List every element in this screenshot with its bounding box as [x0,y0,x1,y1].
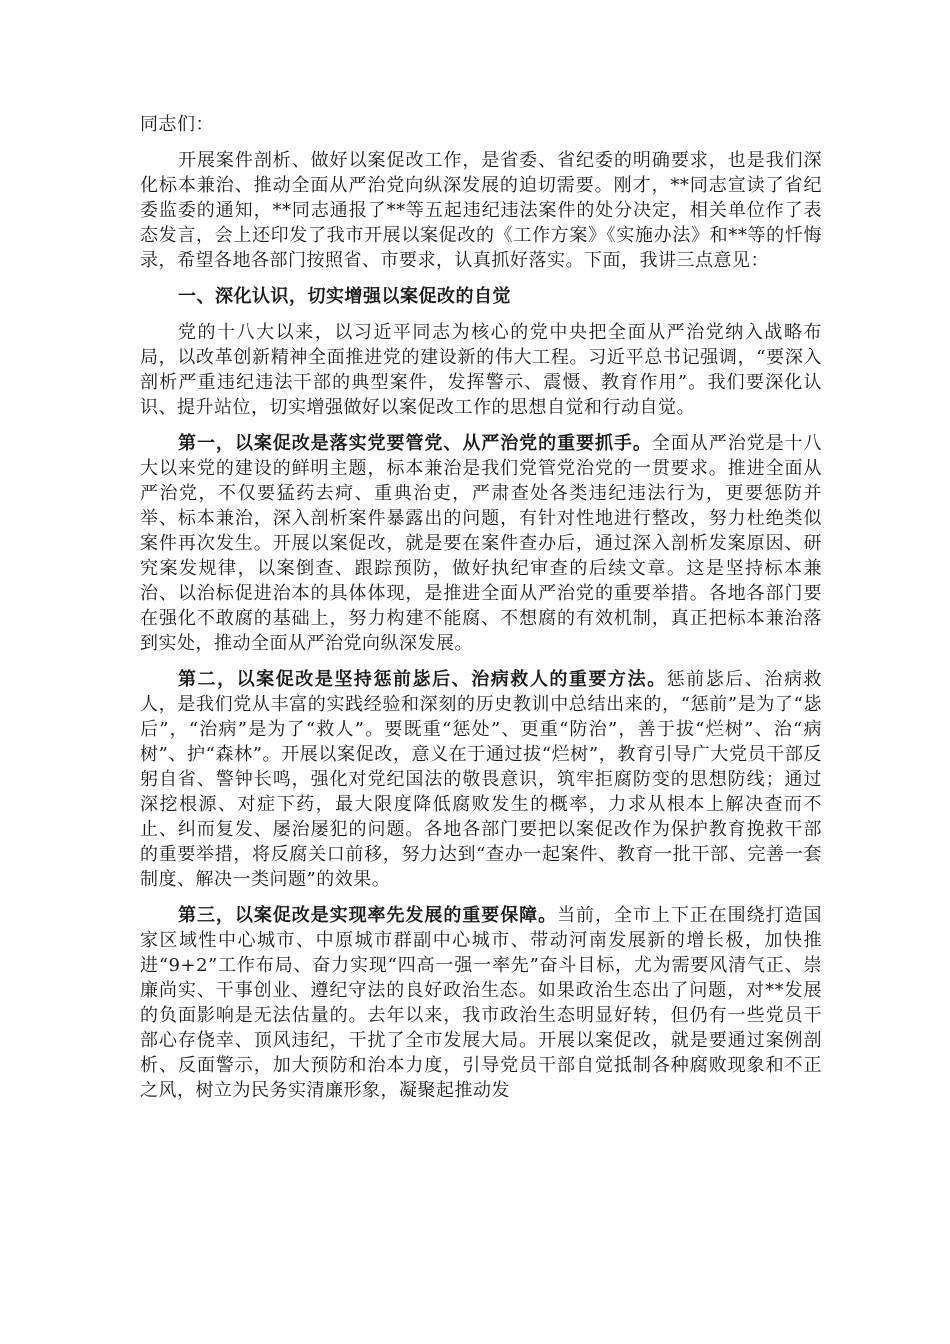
point-1-paragraph [140,431,822,656]
section-1-heading: 一、深化认识，切实增强以案促改的自觉 [178,286,511,307]
point-3-body: 当前，全市上下正在围绕打造国家区域性中心城市、中原城市群副中心城市、带动河南发展新的增长极，加快推进“9+2”工作布局、奋力实现“四高一强一率先”奋斗目标，尤为需要风清气正、崇廉尚实、干事创业、遵纪守法的良好政治生态。如果政治生态出了问题，对**发展的负面影响是无法估量的。去年以来，我市政治生态明显好转，但仍有一些党员干部心存侥幸、顶风违纪，干扰了全市发展大局。开展以案促改，就是要通过案例剖析、反面警示，加大预防和治本力度，引导党员干部自觉抵制各种腐败现象和不正之风，树立为民务实清廉形象，凝聚起推动发 [140,905,823,1101]
point-2-paragraph [140,667,822,892]
section-1-intro-paragraph: 党的十八大以来，以习近平同志为核心的党中央把全面从严治党纳入战略布局，以改革创新精神全面推进党的建设新的伟大工程。习近平总书记强调，“要深入剖析严重违纪违法干部的典型案件，发挥警示、震慑、教育作用”。我们要深化认识、提升站位，切实增强做好以案促改工作的思想自觉和行动自觉。 [140,322,822,418]
point-1-body: 全面从严治党是十八大以来党的建设的鲜明主题，标本兼治是我们党管党治党的一贯要求。推进全面从严治党，不仅要猛药去疴、重典治吏，严肃查处各类违纪违法行为，更要惩防并举、标本兼治，深入剖析案件暴露出的问题，有针对性地进行整改，努力杜绝类似案件再次发生。开展以案促改，就是要在案件查办后，通过深入剖析发案原因、研究案发规律，以案倒查、跟踪预防，做好执纪审查的后续文章。这是坚持标本兼治、以治标促进治本的具体体现，是推进全面从严治党的重要举措。各地各部门要在强化不敢腐的基础上，努力构建不能腐、不想腐的有效机制，真正把标本兼治落到实处，推动全面从严治党向纵深发展。 [140,433,823,654]
point-3-lead: 第三，以案促改是实现率先发展的重要保障。 [178,905,558,926]
point-2-lead: 第二，以案促改是坚持惩前毖后、治病救人的重要方法。 [178,669,667,690]
point-1-lead: 第一，以案促改是落实党要管党、从严治党的重要抓手。 [178,433,652,454]
point-3-paragraph [140,903,822,1103]
salutation: 同志们： [140,114,214,135]
document-page [140,112,822,1114]
point-2-body: 惩前毖后、治病救人，是我们党从丰富的实践经验和深刻的历史教训中总结出来的，“惩前”是为了“毖后”，“治病”是为了“救人”。要既重“惩处”、更重“防治”，善于拔“烂树”、治“病树”、护“森林”。开展以案促改，意义在于通过拔“烂树”，教育引导广大党员干部反躬自省、警钟长鸣，强化对党纪国法的敬畏意识，筑牢拒腐防变的思想防线；通过深挖根源、对症下药，最大限度降低腐败发生的概率，力求从根本上解决查而不止、纠而复发、屡治屡犯的问题。各地各部门要把以案促改作为保护教育挽救干部的重要举措，将反腐关口前移，努力达到“查办一起案件、教育一批干部、完善一套制度、解决一类问题”的效果。 [140,669,822,890]
intro-paragraph: 开展案件剖析、做好以案促改工作，是省委、省纪委的明确要求，也是我们深化标本兼治、推动全面从严治党向纵深发展的迫切需要。刚才，**同志宣读了省纪委监委的通知，**同志通报了**等五起违纪违法案件的处分决定，相关单位作了表态发言，会上还印发了我市开展以案促改的《工作方案》《实施办法》和**等的忏悔录，希望各地各部门按照省、市要求，认真抓好落实。下面，我讲三点意见： [140,150,822,271]
